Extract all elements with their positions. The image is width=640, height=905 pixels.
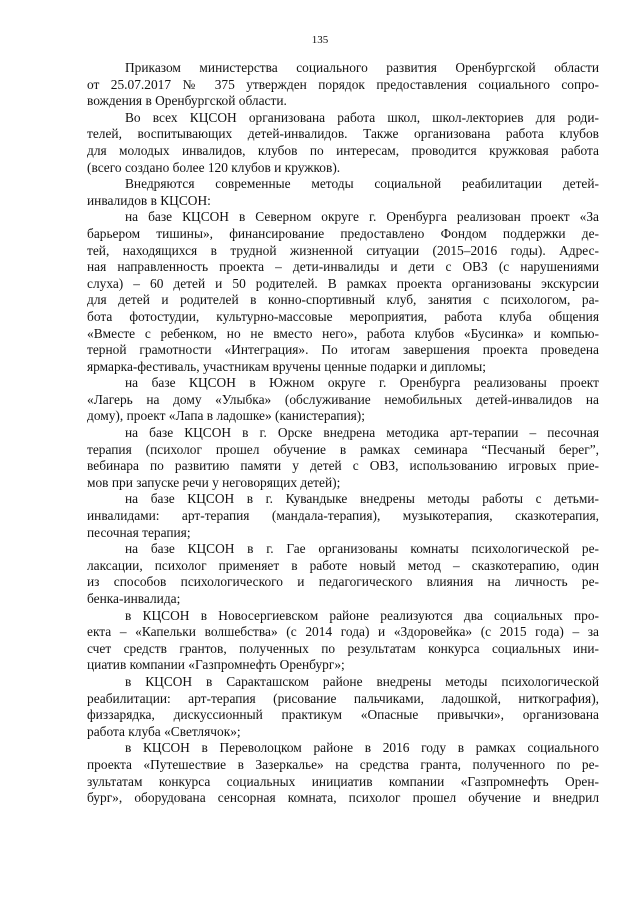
text-line: телей, воспитывающих детей-инвалидов. Также организована работа клубов bbox=[87, 126, 599, 142]
text-line: бенка-инвалида; bbox=[87, 591, 181, 606]
text-line: на базе КЦСОН в г. Кувандыке внедрены методы работы с детьми- bbox=[125, 491, 599, 507]
text-line: терной грамотности «Интеграция». По итогам завершения проекта проведена bbox=[87, 342, 599, 358]
text-line: Внедряются современные методы социальной реабилитации детей- bbox=[125, 176, 599, 192]
text-line: от 25.07.2017 № 375 утвержден порядок предоставления социального сопро- bbox=[87, 76, 599, 92]
text-line: «Вместе с ребенком, но не вместо него», работа клубов «Бусинка» и компью- bbox=[87, 325, 599, 341]
text-line: вождения в Оренбургской области. bbox=[87, 93, 287, 109]
text-line: циатив компании «Газпромнефть Оренбург»; bbox=[87, 657, 345, 673]
text-line: барьером тишины», финансирование предоставлено Фондом поддержки де- bbox=[87, 225, 599, 241]
text-line: на базе КЦСОН в г. Орске внедрена методика арт-терапии – песочная bbox=[125, 425, 599, 441]
text-line: реабилитации: арт-терапия (рисование пальчиками, ладошкой, ниткография), bbox=[87, 690, 599, 706]
text-line: инвалидами: арт-терапия (мандала-терапия), музыкотерапия, сказкотерапия, bbox=[87, 508, 599, 524]
text-line: лаксации, психолог применяет в работе новый метод – сказкотерапию, один bbox=[87, 557, 599, 573]
text-line: ярмарка-фестиваль, участникам вручены ценные подарки и дипломы; bbox=[87, 358, 486, 374]
text-line: «Лагерь на дому «Улыбка» (обслуживание немобильных детей-инвалидов на bbox=[87, 391, 599, 407]
text-line: для молодых инвалидов, клубов по интересам, проводится кружковая работа bbox=[87, 142, 599, 158]
text-line: в КЦСОН в Новосергиевском районе реализуются два социальных про- bbox=[125, 607, 599, 623]
text-line: бота фотостудии, культурно-массовые мероприятия, работа клуба общения bbox=[87, 308, 599, 324]
text-line: на базе КЦСОН в г. Гае организованы комнаты психологической ре- bbox=[125, 541, 599, 557]
text-line: тей, находящихся в трудной жизненной ситуации (2015–2016 годы). Адрес- bbox=[87, 242, 599, 258]
text-line: терапия (психолог прошел обучение в рамках семинара “Песчаный берег”, bbox=[87, 441, 599, 457]
page-number: 135 bbox=[311, 34, 329, 46]
text-line: ная направленность проекта – дети-инвалиды и дети с ОВЗ (с нарушениями bbox=[87, 259, 599, 275]
text-line: счет средств грантов, полученных по результатам конкурса социальных ини- bbox=[87, 640, 599, 656]
text-line: дому), проект «Лапа в ладошке» (канистерапия); bbox=[87, 408, 365, 424]
text-line: на базе КЦСОН в Северном округе г. Оренбурга реализован проект «За bbox=[125, 209, 599, 225]
text-line: в КЦСОН в Переволоцком районе в 2016 году в рамках социального bbox=[125, 740, 599, 756]
body-text bbox=[87, 60, 599, 807]
text-line: Во всех КЦСОН организована работа школ, школ-лекториев для роди- bbox=[125, 109, 599, 125]
text-line: мов при запуске речи у неговорящих детей); bbox=[87, 474, 341, 490]
text-line: (всего создано более 120 клубов и кружков). bbox=[87, 159, 341, 175]
text-line: вебинара по развитию памяти у детей с ОВЗ, использованию игровых прие- bbox=[87, 458, 599, 474]
text-line: физзарядка, дискуссионный практикум «Опасные привычки», организована bbox=[87, 707, 599, 723]
text-line: на базе КЦСОН в Южном округе г. Оренбурга реализованы проект bbox=[125, 375, 599, 391]
text-line: песочная терапия; bbox=[87, 524, 191, 540]
text-line: из способов психологического и педагогического влияния на личность ре- bbox=[87, 574, 599, 590]
text-line: проекта «Путешествие в Зазеркалье» на средства гранта, полученного по ре- bbox=[87, 756, 599, 772]
text-line: слуха) – 60 детей и 50 родителей. В рамках проекта организованы экскурсии bbox=[87, 275, 599, 291]
text-line: инвалидов в КЦСОН: bbox=[87, 192, 211, 208]
text-line: Приказом министерства социального развития Оренбургской области bbox=[125, 60, 599, 75]
text-line: зультатам конкурса социальных инициатив компании «Газпромнефть Орен- bbox=[87, 773, 599, 789]
text-line: для детей и родителей в конно-спортивный клуб, занятия с психологом, ра- bbox=[87, 292, 599, 308]
text-line: бург», оборудована сенсорная комната, психолог прошел обучение и внедрил bbox=[87, 790, 599, 806]
text-line: работа клуба «Светлячок»; bbox=[87, 723, 241, 739]
text-line: екта – «Капельки волшебства» (с 2014 года) и «Здоровейка» (с 2015 года) – за bbox=[87, 624, 599, 640]
text-line: в КЦСОН в Саракташском районе внедрены методы психологической bbox=[125, 673, 599, 689]
